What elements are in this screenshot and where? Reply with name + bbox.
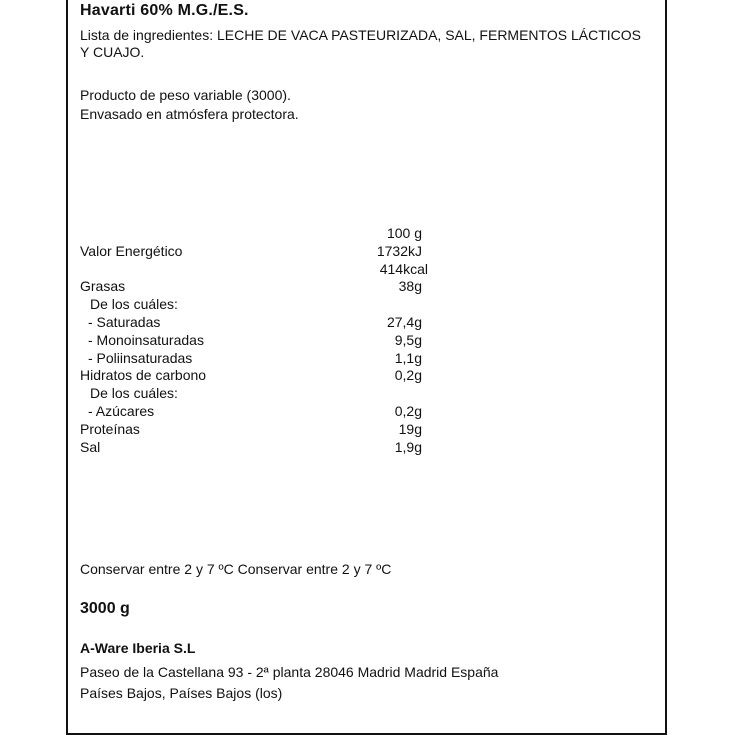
packaging-note: Envasado en atmósfera protectora. bbox=[80, 106, 299, 122]
nutrition-header: 100 g bbox=[386, 225, 422, 241]
nutrition-row bbox=[80, 367, 640, 385]
nutrition-row bbox=[80, 332, 640, 350]
net-weight: 3000 g bbox=[80, 600, 130, 617]
nutrition-row bbox=[80, 439, 640, 457]
nutrition-label: Grasas bbox=[80, 278, 126, 295]
nutrition-label: Proteínas bbox=[80, 420, 140, 437]
nutrition-table bbox=[80, 225, 640, 456]
nutrition-label: Hidratos de carbono bbox=[80, 367, 207, 384]
nutrition-row bbox=[80, 278, 640, 296]
nutrition-header-row bbox=[80, 225, 640, 243]
nutrition-row bbox=[80, 261, 640, 279]
nutrition-row bbox=[80, 243, 640, 261]
label-frame bbox=[66, 0, 667, 735]
nutrition-row bbox=[80, 385, 640, 403]
nutrition-value: 19g bbox=[398, 420, 422, 437]
nutrition-label: De los cuáles: bbox=[90, 296, 178, 313]
nutrition-value: 0,2g bbox=[394, 402, 422, 419]
company-address: Paseo de la Castellana 93 - 2ª planta 28046 Madrid Madrid España bbox=[80, 664, 499, 680]
nutrition-row bbox=[80, 296, 640, 314]
nutrition-row bbox=[80, 421, 640, 439]
nutrition-value: 9,5g bbox=[394, 331, 422, 348]
nutrition-label: - Azúcares bbox=[88, 402, 155, 419]
nutrition-label: - Saturadas bbox=[88, 313, 161, 330]
nutrition-value: 414kcal bbox=[379, 260, 428, 277]
nutrition-value: 38g bbox=[398, 278, 422, 295]
variable-weight-note: Producto de peso variable (3000). bbox=[80, 87, 291, 103]
company-details bbox=[80, 662, 498, 704]
ingredients-section bbox=[80, 27, 650, 61]
nutrition-value: 0,2g bbox=[394, 367, 422, 384]
ingredients-text: LECHE DE VACA PASTEURIZADA, SAL, FERMENTOS LÁCTICOS Y CUAJO. bbox=[80, 27, 641, 60]
company-name: A-Ware Iberia S.L bbox=[80, 640, 196, 656]
nutrition-value: 1,9g bbox=[394, 438, 422, 455]
nutrition-row bbox=[80, 350, 640, 368]
storage-instructions: Conservar entre 2 y 7 ºC Conservar entre 2 y 7 ºC bbox=[80, 561, 392, 577]
nutrition-row bbox=[80, 403, 640, 421]
nutrition-label: De los cuáles: bbox=[90, 385, 178, 402]
product-info bbox=[80, 86, 299, 124]
nutrition-label: - Poliinsaturadas bbox=[88, 349, 193, 366]
nutrition-value: 27,4g bbox=[386, 313, 422, 330]
product-title: Havarti 60% M.G./E.S. bbox=[80, 2, 249, 19]
nutrition-value: 1,1g bbox=[394, 349, 422, 366]
nutrition-label: Sal bbox=[80, 438, 101, 455]
nutrition-value: 1732kJ bbox=[376, 242, 422, 259]
ingredients-label: Lista de ingredientes: bbox=[80, 27, 214, 43]
origin-country: Países Bajos, Países Bajos (los) bbox=[80, 685, 283, 701]
nutrition-row bbox=[80, 314, 640, 332]
nutrition-label: Valor Energético bbox=[80, 242, 183, 259]
nutrition-label: - Monoinsaturadas bbox=[88, 331, 204, 348]
